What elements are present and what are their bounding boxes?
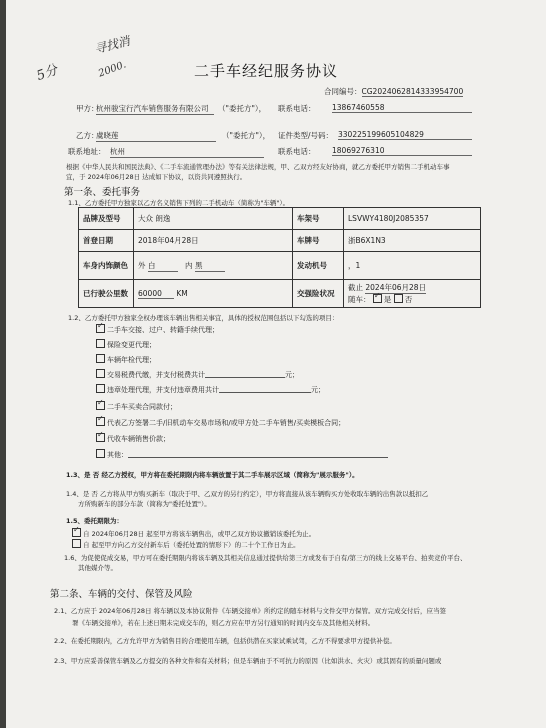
table-row [79, 208, 481, 230]
option-label: 保险变更代理； [107, 341, 156, 349]
clause-1-6-line-2: 其他媒介等。 [78, 564, 117, 572]
insurance-value-cell [344, 280, 481, 308]
color-in-label: 内 [185, 260, 193, 270]
vin-label: 车架号 [293, 208, 344, 230]
address-label: 联系地址： [68, 147, 106, 156]
address-phone: 18069276310 [332, 146, 472, 156]
option-label: 代收车辆销售价款； [107, 435, 170, 443]
clause-1-1: 1.1、乙方委托甲方独家以乙方名义销售下列的二手机动车（简称为"车辆"）。 [68, 199, 290, 207]
color-label: 车身内饰颜色 [79, 252, 134, 280]
brand-label: 品牌及型号 [79, 208, 134, 230]
option-checkbox[interactable] [96, 449, 105, 458]
vin-value: LSVWY4180J2085357 [344, 208, 481, 230]
insurance-label: 交强险状况 [293, 280, 344, 308]
clause-2-3: 2.3、甲方应妥善保管车辆及乙方提交的各种文件和有关材料；但是车辆由于不可抗力的原因（比如洪水、火灾）或其固有的质量问题或 [54, 657, 442, 665]
mileage-value: 60000 [138, 289, 174, 299]
party-b-role: （"委托方"）， [222, 131, 271, 140]
color-out-value: 白 [148, 260, 178, 272]
vehicle-info-table [78, 207, 481, 308]
section-2-heading: 第二条、车辆的交付、保管及风险 [50, 589, 193, 600]
table-row [79, 230, 481, 252]
term-option-a-checkbox[interactable] [72, 528, 81, 537]
reg-date-value: 2018年04月28日 [134, 230, 293, 252]
color-in-value: 黑 [195, 260, 225, 272]
table-row [79, 280, 481, 308]
clause-1-5-b [72, 539, 300, 549]
section-1-heading: 第一条、委托事务 [64, 187, 141, 198]
option-item [96, 449, 388, 460]
option-suffix: 元； [285, 371, 299, 379]
plate-label: 车牌号 [293, 230, 344, 252]
term-option-a-text: 自 2024年06月28日 起至甲方将该车辆售出，或甲乙双方协议撤销该委托为止。 [83, 530, 316, 538]
option-item [96, 384, 325, 395]
clause-1-4-line-2: 方所购新车的部分车款（简称为"委托处置"）。 [78, 500, 211, 508]
party-a-label: 甲方： [76, 104, 99, 113]
clause-1-4-line-1: 1.4、是 否 乙方将从甲方购买新车（取决于甲、乙双方的另行约定），甲方将直接从该车辆购买方处收取车辆的出售款以抵扣乙 [66, 490, 429, 498]
clause-1-2: 1.2、乙方委托甲方独家全权办理该车辆出售相关事宜，具体的授权范围包括以下勾选的项目： [68, 314, 339, 322]
party-a-role: （"委托方"）， [218, 104, 267, 113]
follow-no-label: 否 [404, 294, 413, 304]
insurance-text: 截止 [348, 282, 363, 292]
handwritten-note-3: 2000. [96, 59, 128, 80]
option-item [96, 433, 170, 444]
engine-label: 发动机号 [293, 252, 344, 280]
option-suffix: 元； [311, 386, 325, 394]
mileage-value-cell [134, 280, 293, 308]
color-out-label: 外 [138, 260, 146, 270]
clause-1-5-a [72, 528, 315, 538]
option-checkbox[interactable] [96, 324, 105, 333]
option-item [96, 401, 177, 412]
intro-line-2: 宜，于 2024年06月28日 达成如下协议，以资共同遵照执行。 [66, 173, 247, 181]
option-item [96, 417, 345, 428]
clause-1-3: 1.3、是 否 经乙方授权，甲方将在委托期限内将车辆放置于其二手车展示区域（简称为"展示服务"）。 [66, 471, 359, 479]
option-checkbox[interactable] [96, 369, 105, 378]
party-a-phone: 13867460558 [332, 103, 472, 113]
contract-number-value: CG2024062814333954700 [361, 87, 464, 96]
option-item [96, 354, 156, 365]
table-row [79, 252, 481, 280]
party-b-name: 虞晓莲 [96, 130, 216, 142]
option-label: 交易税费代缴，并支付税费共计 [107, 371, 205, 379]
contract-number-label: 合同编号： [324, 87, 362, 96]
option-label: 其他： [107, 451, 128, 459]
term-option-b-text: 自 起至甲方向乙方交付新车后（委托处置的情形下）的二十个工作日为止。 [83, 541, 300, 549]
option-item [96, 369, 299, 380]
follow-label: 随车： [348, 294, 371, 304]
clause-2-1-line-1: 2.1、乙方应于 2024年06月28日 将车辆以及本协议附件《车辆交接单》所约定的随车材料与文件交甲方保管。双方完成交付后，应当签 [54, 607, 447, 615]
follow-yes-label: 是 [383, 294, 392, 304]
brand-value: 大众 朗逸 [134, 208, 293, 230]
violation-amount-blank[interactable] [219, 384, 311, 393]
option-label: 二手车买卖合同款付； [107, 403, 177, 411]
follow-no-checkbox[interactable] [394, 294, 403, 303]
clause-1-5-label: 1.5、委托期限为： [66, 517, 124, 525]
party-b-id: 330225199605104829 [338, 130, 472, 140]
party-b-id-label: 证件类型/号码： [278, 131, 334, 140]
tax-amount-blank[interactable] [205, 369, 285, 378]
clause-1-6-line-1: 1.6、为促使促成交易，甲方可在委托期限内将该车辆及其相关信息通过提供给第三方或发布于自有/第三方的线上交易平台、拍卖竞价平台、 [64, 554, 467, 562]
option-item [96, 324, 219, 335]
clause-2-1-line-2: 署《车辆交接单》，若在上述日期未完成交车的，则乙方应在甲方另行通知的时间内交车及其他相关材料。 [72, 619, 375, 627]
option-label: 代表乙方签署二手/旧机动车交易市场和/或甲方处二手车销售/买卖模板合同； [107, 419, 346, 427]
mileage-unit: KM [176, 288, 188, 298]
handwritten-note-2: 寻找消 [92, 33, 132, 57]
option-item [96, 339, 156, 350]
contract-number [324, 86, 463, 97]
option-checkbox[interactable] [96, 417, 105, 426]
address-phone-label: 联系电话： [278, 147, 316, 156]
option-label: 二手车交接、过户、转籍手续代理； [107, 326, 219, 334]
other-blank[interactable] [128, 449, 388, 458]
option-checkbox[interactable] [96, 384, 105, 393]
insurance-date: 2024年06月28日 [365, 282, 427, 292]
mileage-label: 已行驶公里数 [79, 280, 134, 308]
option-checkbox[interactable] [96, 433, 105, 442]
term-option-b-checkbox[interactable] [72, 539, 81, 548]
party-a-phone-label: 联系电话： [278, 104, 316, 113]
engine-value: ，1 [344, 252, 481, 280]
option-checkbox[interactable] [96, 339, 105, 348]
contract-page [6, 0, 546, 728]
plate-value: 浙B6X1N3 [344, 230, 481, 252]
address-value: 杭州 [110, 146, 264, 158]
option-checkbox[interactable] [96, 401, 105, 410]
reg-date-label: 首登日期 [79, 230, 134, 252]
party-b-label: 乙方： [76, 131, 99, 140]
handwritten-note-1: 5分 [34, 62, 60, 85]
option-checkbox[interactable] [96, 354, 105, 363]
option-label: 车辆年检代理； [107, 356, 156, 364]
party-a-name: 杭州骏宝行汽车销售服务有限公司 [96, 103, 214, 115]
intro-line-1: 根据《中华人民共和国民法典》、《二手车流通管理办法》等有关法律法规，甲、乙双方经友好协商，就乙方委托甲方销售二手机动车事 [66, 163, 450, 171]
option-label: 违章处理代理，并支付违章费用共计 [107, 386, 219, 394]
clause-2-2: 2.2、在委托期限内，乙方允许甲方为销售目的合理使用车辆，包括供潜在买家试乘试驾，乙方不得要求甲方提供补偿。 [54, 637, 396, 645]
follow-yes-checkbox[interactable] [373, 294, 382, 303]
document-title: 二手车经纪服务协议 [194, 62, 339, 80]
color-value [134, 252, 293, 280]
